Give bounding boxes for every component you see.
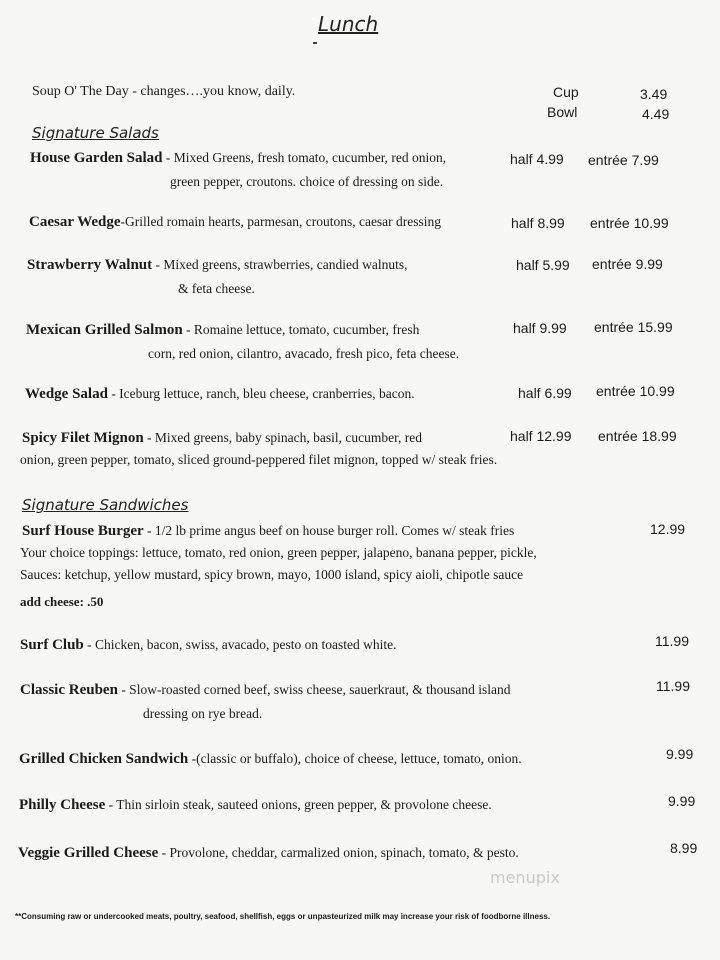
sandwich-desc: - Slow-roasted corned beef, swiss cheese, sauerkraut, & thousand island [121, 682, 511, 697]
soup-line [32, 84, 295, 100]
pen-mark [313, 42, 317, 44]
salad-desc-cont: corn, red onion, cilantro, avacado, fresh pico, feta cheese. [148, 346, 460, 361]
sandwiches-heading: Signature Sandwiches [22, 496, 189, 514]
sandwich-name: Classic Reuben [20, 682, 118, 698]
sandwich-desc: -(classic or buffalo), choice of cheese, lettuce, tomato, onion. [191, 751, 522, 766]
sandwich-price: 8.99 [670, 840, 698, 856]
salad-entree-price: entrée 7.99 [588, 152, 659, 168]
soup-desc: - changes….you know, daily. [132, 84, 296, 99]
salad-name: Caesar Wedge [29, 214, 121, 230]
sandwich-name: Veggie Grilled Cheese [18, 845, 159, 861]
sandwich-desc-cont: dressing on rye bread. [143, 706, 263, 721]
salad-entree-price: entrée 15.99 [594, 319, 673, 335]
cup-label: Cup [553, 84, 579, 100]
salad-row [29, 214, 441, 231]
salad-name: Mexican Grilled Salmon [26, 322, 183, 338]
salad-name: House Garden Salad [30, 150, 163, 166]
sandwich-name: Surf House Burger [22, 523, 144, 539]
sandwich-row [22, 523, 514, 540]
sandwich-row [18, 845, 519, 862]
sandwich-row [20, 637, 396, 654]
cup-price: 3.49 [640, 86, 668, 102]
sandwich-price: 11.99 [655, 633, 689, 649]
salad-name: Strawberry Walnut [27, 257, 153, 273]
salad-desc-cont: green pepper, croutons. choice of dressing on side. [170, 174, 444, 189]
sandwich-desc-cont: Sauces: ketchup, yellow mustard, spicy brown, mayo, 1000 island, spicy aioli, chipotle sauce [20, 567, 524, 582]
sandwich-row [19, 797, 492, 814]
sandwich-desc-cont: Your choice toppings: lettuce, tomato, red onion, green pepper, jalapeno, banana pepper, pickle, [20, 545, 537, 560]
salad-entree-price: entrée 9.99 [592, 256, 663, 272]
salad-desc: - Mixed greens, strawberries, candied walnuts, [155, 257, 408, 272]
sandwich-price: 9.99 [666, 746, 694, 762]
sandwich-desc: - Chicken, bacon, swiss, avacado, pesto on toasted white. [87, 637, 397, 652]
sandwich-name: Grilled Chicken Sandwich [19, 751, 189, 767]
salad-desc: -Grilled romain hearts, parmesan, croutons, caesar dressing [120, 214, 442, 229]
salad-row [30, 150, 446, 167]
salad-desc: - Mixed greens, baby spinach, basil, cucumber, red [147, 430, 423, 445]
salad-half-price: half 12.99 [510, 428, 572, 444]
sandwich-row [19, 751, 522, 768]
sandwich-desc: - Provolone, cheddar, carmalized onion, spinach, tomato, & pesto. [161, 845, 519, 860]
salad-half-price: half 5.99 [516, 257, 570, 273]
salad-row [25, 386, 415, 403]
sandwich-price: 12.99 [650, 521, 686, 537]
addon-note: add cheese: .50 [20, 594, 104, 609]
page-title: Lunch [318, 12, 379, 36]
salad-row [27, 257, 407, 274]
sandwich-price: 11.99 [656, 678, 690, 694]
salad-desc-cont: & feta cheese. [178, 281, 255, 296]
salad-half-price: half 6.99 [518, 385, 572, 401]
salad-entree-price: entrée 18.99 [598, 428, 677, 444]
salads-heading: Signature Salads [32, 124, 159, 142]
sandwich-name: Philly Cheese [19, 797, 106, 813]
sandwich-desc: - Thin sirloin steak, sauteed onions, green pepper, & provolone cheese. [108, 797, 492, 812]
salad-desc-cont: onion, green pepper, tomato, sliced ground-peppered filet mignon, topped w/ steak fries. [20, 452, 498, 467]
salad-row [22, 430, 422, 447]
soup-name: Soup O' The Day [32, 84, 129, 99]
sandwich-desc: - 1/2 lb prime angus beef on house burger roll. Comes w/ steak fries [147, 523, 515, 538]
bowl-price: 4.49 [642, 106, 670, 122]
footnote: **Consuming raw or undercooked meats, poultry, seafood, shellfish, eggs or unpasteurized milk may increase your risk of foodborne illness. [15, 912, 551, 921]
salad-entree-price: entrée 10.99 [590, 215, 669, 231]
salad-half-price: half 8.99 [511, 215, 565, 231]
sandwich-price: 9.99 [668, 793, 696, 809]
salad-desc: - Mixed Greens, fresh tomato, cucumber, red onion, [165, 150, 447, 165]
salad-desc: - Romaine lettuce, tomato, cucumber, fresh [186, 322, 420, 337]
salad-desc: - Iceburg lettuce, ranch, bleu cheese, cranberries, bacon. [111, 386, 415, 401]
salad-entree-price: entrée 10.99 [596, 383, 675, 399]
salad-row [26, 322, 419, 339]
salad-name: Spicy Filet Mignon [22, 430, 144, 446]
sandwich-name: Surf Club [20, 637, 84, 653]
salad-half-price: half 9.99 [513, 320, 567, 336]
salad-half-price: half 4.99 [510, 151, 564, 167]
bowl-label: Bowl [547, 104, 578, 120]
sandwich-row [20, 682, 510, 699]
watermark: menupix [490, 868, 560, 887]
salad-name: Wedge Salad [25, 386, 108, 402]
